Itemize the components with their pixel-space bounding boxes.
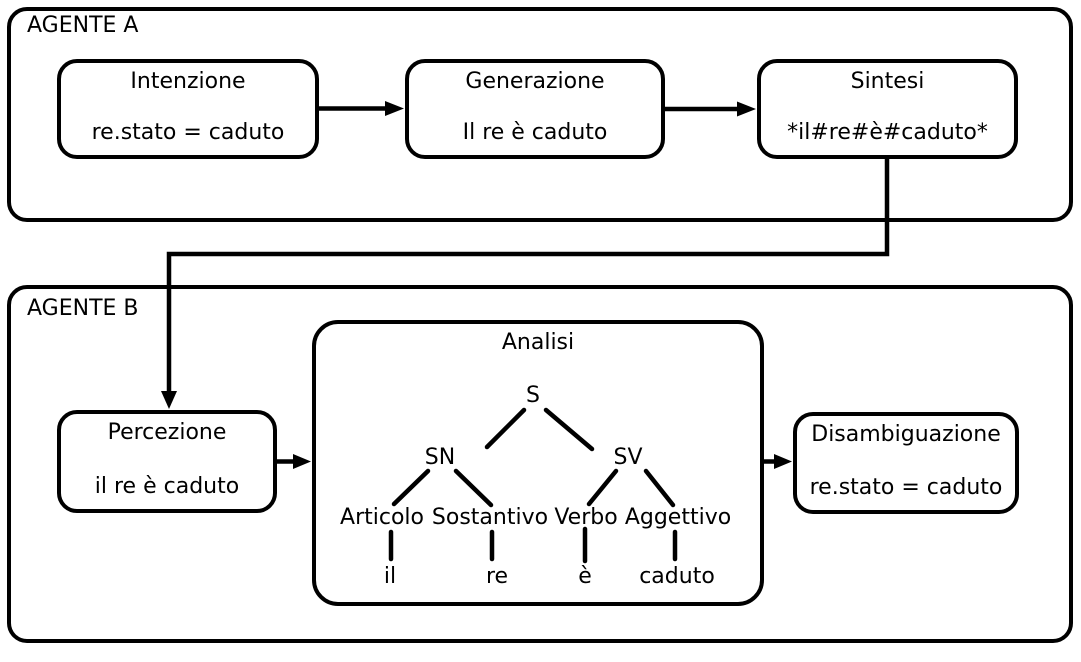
tree-node-sn: SN xyxy=(424,445,456,470)
perception-title: Percezione xyxy=(107,420,227,445)
tree-terminal-re: re xyxy=(485,564,509,589)
tree-terminal-e: è xyxy=(578,564,592,589)
tree-node-aggettivo: Aggettivo xyxy=(624,505,732,530)
synthesis-title: Sintesi xyxy=(850,69,925,94)
generation-value: Il re è caduto xyxy=(462,119,608,145)
intention-box xyxy=(57,59,319,159)
tree-node-sostantivo: Sostantivo xyxy=(431,505,549,530)
tree-node-s: S xyxy=(526,383,540,408)
disambiguation-value: re.stato = caduto xyxy=(809,474,1003,500)
analysis-title: Analisi xyxy=(501,330,575,355)
intention-value: re.stato = caduto xyxy=(91,119,285,145)
synthesis-box xyxy=(757,59,1018,159)
tree-terminal-il: il xyxy=(383,564,397,589)
tree-terminal-caduto: caduto xyxy=(639,564,715,589)
tree-node-sv: SV xyxy=(613,445,643,470)
disambiguation-box xyxy=(793,412,1019,514)
agent-b-label: AGENTE B xyxy=(27,296,139,321)
agent-a-label: AGENTE A xyxy=(27,13,139,38)
perception-box xyxy=(57,410,277,513)
generation-title: Generazione xyxy=(465,69,605,94)
perception-value: il re è caduto xyxy=(94,473,240,499)
tree-node-verbo: Verbo xyxy=(554,505,618,530)
disambiguation-title: Disambiguazione xyxy=(811,422,1001,447)
synthesis-value: *il#re#è#caduto* xyxy=(787,119,988,145)
intention-title: Intenzione xyxy=(130,69,246,94)
generation-box xyxy=(405,59,665,159)
tree-node-articolo: Articolo xyxy=(340,505,424,530)
